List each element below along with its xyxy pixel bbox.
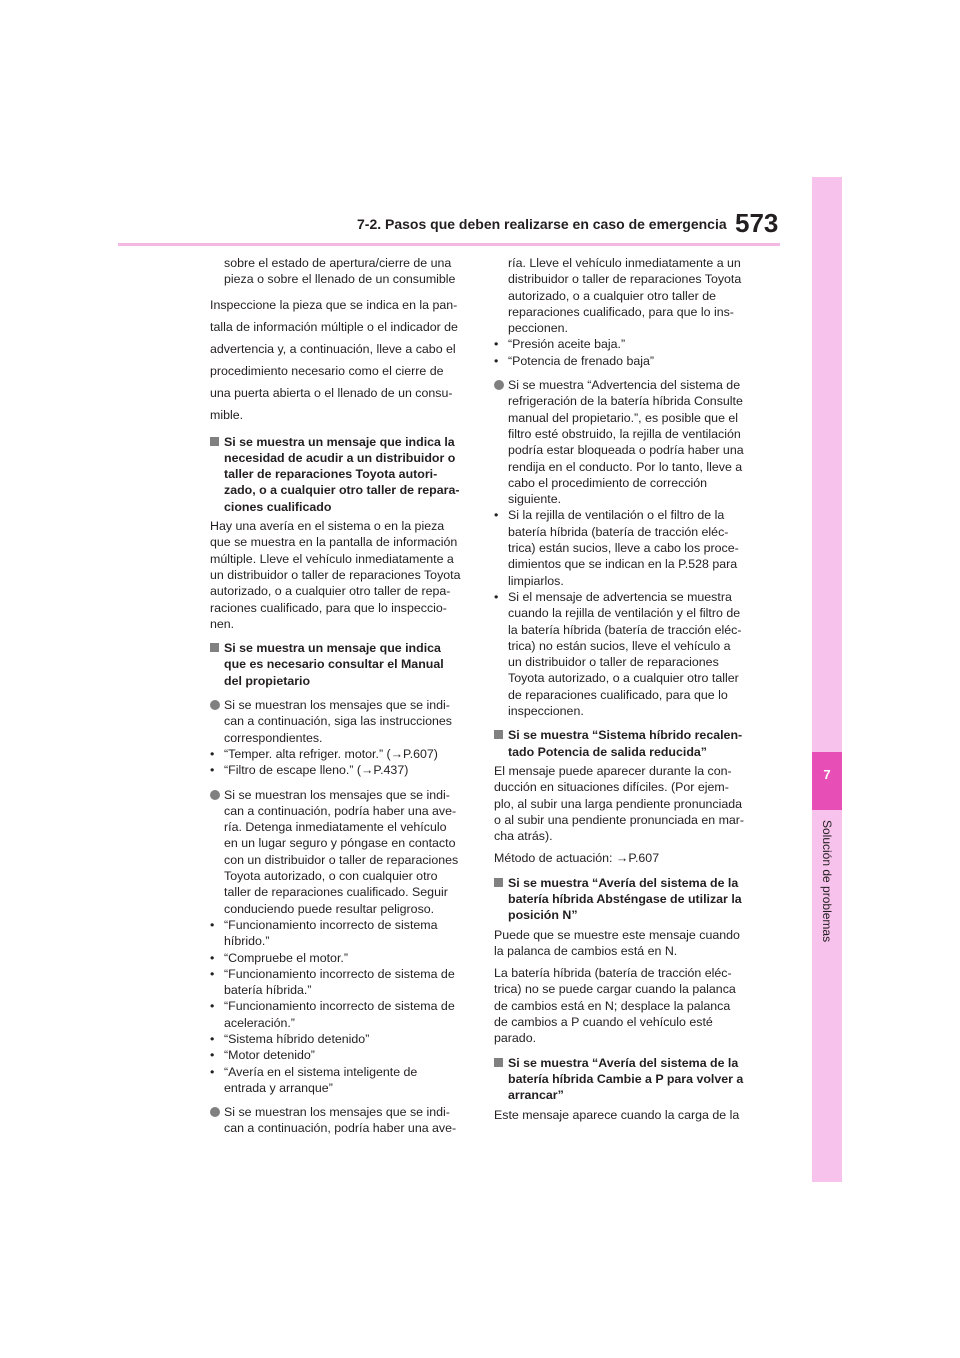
text-line: Toyota autorizado, o con cualquier otro	[224, 869, 438, 884]
bullet-dot-icon: •	[494, 353, 499, 368]
text-line: taller de reparaciones Toyota autori-	[224, 467, 438, 482]
bullet-dot-icon: •	[210, 917, 215, 932]
list-item	[494, 507, 758, 588]
text-line: Si se muestran los mensajes que se indi-	[224, 1105, 450, 1120]
text-line: advertencia y, a continuación, lleve a cabo el	[210, 341, 456, 356]
text-line: Si se muestran los mensajes que se indi-	[224, 698, 450, 713]
text-line: “Potencia de frenado baja”	[508, 353, 655, 368]
section-heading	[494, 1055, 758, 1104]
paragraph	[210, 518, 473, 632]
text-line: un distribuidor o taller de reparaciones	[508, 655, 719, 670]
list-item	[210, 998, 473, 1031]
list-item	[210, 762, 473, 778]
intro-paragraph	[210, 294, 473, 426]
text-line: zado, o a cualquier otro taller de repara-	[224, 483, 460, 498]
text-line: Si se muestra “Avería del sistema de la	[508, 1055, 739, 1070]
text-line: distribuidor o taller de reparaciones Toyota	[508, 272, 742, 287]
text-line: cabo el procedimiento de corrección	[508, 475, 708, 490]
text-line: trica) no se puede cargar cuando la palanca	[494, 982, 736, 997]
text-line: necesidad de acudir a un distribuidor o	[224, 450, 456, 465]
text-line: podría estar bloqueada o podría haber una	[508, 443, 744, 458]
text-line: raciones cualificado, para que lo inspeccio-	[210, 600, 447, 615]
text-line: “Funcionamiento incorrecto de sistema de	[224, 999, 455, 1014]
list-item	[210, 1031, 473, 1047]
bullet-dot-icon: •	[210, 1031, 215, 1046]
text-line: “Motor detenido”	[224, 1048, 315, 1063]
text-line: pieza o sobre el llenado de un consumible	[224, 272, 456, 287]
chapter-label: Solución de problemas	[820, 820, 834, 943]
text-line: que se muestra en la pantalla de información	[210, 535, 458, 550]
text-line: “Funcionamiento incorrecto de sistema de	[224, 966, 455, 981]
text-line: siguiente.	[508, 492, 562, 507]
text-line: con un distribuidor o taller de reparaciones	[224, 852, 459, 867]
text-line: híbrido.”	[224, 934, 270, 949]
text-line: ría. Detenga inmediatamente el vehículo	[224, 820, 447, 835]
text-line: Si se muestra un mensaje que indica	[224, 641, 441, 656]
text-line: “Compruebe el motor.”	[224, 950, 348, 965]
continued-paragraph	[494, 255, 758, 336]
text-line: de reparaciones cualificado, para que lo	[508, 687, 728, 702]
paragraph	[494, 763, 758, 844]
circle-bullet-paragraph	[210, 787, 473, 917]
text-line: Si se muestra “Advertencia del sistema de	[508, 378, 741, 393]
text-line: que es necesario consultar el Manual	[224, 657, 444, 672]
list-item	[494, 336, 758, 352]
text-line: trica) están sucios, lleve a cabo los proce-	[508, 541, 739, 556]
text-line: filtro esté obstruido, la rejilla de ventilación	[508, 426, 741, 441]
text-line: múltiple. Lleve el vehículo inmediatamente a	[210, 551, 454, 566]
text-line: una puerta abierta o el llenado de un consu-	[210, 385, 453, 400]
text-line: La batería híbrida (batería de tracción eléc-	[494, 966, 732, 981]
chapter-number: 7	[823, 767, 831, 782]
text-line: “Avería en el sistema inteligente de	[224, 1064, 418, 1079]
bullet-dot-icon: •	[210, 763, 215, 778]
text-line: entrada y arranque”	[224, 1080, 333, 1095]
text-line: autorizado, o a cualquier otro taller de	[508, 288, 717, 303]
text-line: nen.	[210, 616, 235, 631]
text-line: la palanca de cambios está en N.	[494, 943, 678, 958]
text-line: Si el mensaje de advertencia se muestra	[508, 589, 732, 604]
bullet-dot-icon: •	[210, 950, 215, 965]
text-line: sobre el estado de apertura/cierre de una	[224, 256, 452, 270]
text-line: ducción en situaciones difíciles. (Por ejem-	[494, 780, 729, 795]
circle-bullet-icon	[210, 700, 220, 710]
text-line: dimientos que se indican en la P.528 para	[508, 557, 738, 572]
circle-bullet-icon	[494, 380, 504, 390]
bullet-dot-icon: •	[494, 508, 499, 523]
bullet-dot-icon: •	[210, 746, 215, 761]
text-line: tado Potencia de salida reducida”	[508, 744, 707, 759]
square-bullet-icon	[494, 1058, 503, 1067]
circle-bullet-paragraph	[494, 377, 758, 507]
bullet-dot-icon: •	[210, 999, 215, 1014]
section-heading	[494, 727, 758, 760]
circle-bullet-paragraph	[210, 697, 473, 746]
section-title: 7-2. Pasos que deben realizarse en caso de emergencia	[357, 216, 727, 232]
text-line: “Presión aceite baja.”	[508, 337, 626, 352]
text-line: Toyota autorizado, o a cualquier otro taller	[508, 671, 739, 686]
circle-bullet-paragraph	[210, 1104, 473, 1137]
text-line: refrigeración de la batería híbrida Consulte	[508, 394, 743, 409]
text-line: can a continuación, podría haber una ave-	[224, 803, 457, 818]
bullet-dot-icon: •	[494, 337, 499, 352]
text-line: Hay una avería en el sistema o en la pieza	[210, 519, 445, 534]
circle-bullet-icon	[210, 1107, 220, 1117]
text-line: correspondientes.	[224, 730, 323, 745]
paragraph	[494, 927, 758, 960]
text-line: talla de información múltiple o el indicador de	[210, 319, 458, 334]
text-line: Si se muestra un mensaje que indica la	[224, 434, 455, 449]
bullet-dot-icon: •	[210, 1064, 215, 1079]
paragraph	[494, 1107, 758, 1123]
text-line: Si se muestra “Sistema híbrido recalen-	[508, 728, 743, 743]
text-line: aceleración.”	[224, 1015, 295, 1030]
text-line: Este mensaje aparece cuando la carga de la	[494, 1107, 740, 1122]
paragraph	[494, 965, 758, 1046]
text-line: un distribuidor o taller de reparaciones Toyota	[210, 567, 461, 582]
text-line: ciones cualificado	[224, 499, 332, 514]
text-line: ría. Lleve el vehículo inmediatamente a un	[508, 256, 741, 270]
text-line: El mensaje puede aparecer durante la con-	[494, 763, 732, 778]
text-line: cuando la rejilla de ventilación y el filtro de	[508, 606, 741, 621]
text-line: o al subir una pendiente pronunciada en mar-	[494, 812, 745, 827]
page-number: 573	[735, 208, 779, 238]
text-line: can a continuación, siga las instrucciones	[224, 714, 452, 729]
text-line: batería híbrida.”	[224, 983, 312, 998]
text-line: trica) no están sucios, lleve el vehículo a	[508, 638, 731, 653]
section-heading	[210, 434, 473, 515]
list-item	[210, 746, 473, 762]
text-line: de cambios está en N; desplace la palanca	[494, 998, 731, 1013]
square-bullet-icon	[494, 878, 503, 887]
bullet-dot-icon: •	[210, 1048, 215, 1063]
text-line: inspeccionen.	[508, 704, 584, 719]
list-item	[210, 1064, 473, 1097]
text-line: Si se muestran los mensajes que se indi-	[224, 787, 450, 802]
square-bullet-icon	[494, 730, 503, 739]
list-item	[210, 950, 473, 966]
text-line: Si la rejilla de ventilación o el filtro de la	[508, 508, 725, 523]
list-item	[210, 1047, 473, 1063]
intro-indent	[210, 255, 473, 288]
text-line: parado.	[494, 1031, 537, 1046]
text-line: peccionen.	[508, 321, 568, 336]
text-line: posición N”	[508, 908, 578, 923]
text-line: “Temper. alta refriger. motor.” (→P.607)	[224, 746, 438, 761]
text-line: Si se muestra “Avería del sistema de la	[508, 875, 739, 890]
left-column	[210, 255, 473, 1137]
text-line: “Filtro de escape lleno.” (→P.437)	[224, 763, 409, 778]
text-line: taller de reparaciones cualificado. Seguir	[224, 885, 448, 900]
text-line: rendija en el conducto. Por lo tanto, lleve a	[508, 459, 743, 474]
header-rule	[118, 243, 780, 246]
list-item	[494, 353, 758, 369]
text-line: Puede que se muestre este mensaje cuando	[494, 927, 740, 942]
square-bullet-icon	[210, 437, 219, 446]
text-line: batería híbrida Absténgase de utilizar la	[508, 891, 742, 906]
text-line: Método de actuación: →P.607	[494, 851, 660, 866]
section-heading	[210, 640, 473, 689]
text-line: batería híbrida Cambie a P para volver a	[508, 1071, 744, 1086]
paragraph	[494, 850, 758, 866]
section-heading	[494, 875, 758, 924]
square-bullet-icon	[210, 643, 219, 652]
text-line: arrancar”	[508, 1088, 564, 1103]
list-item	[494, 589, 758, 719]
circle-bullet-icon	[210, 790, 220, 800]
text-line: autorizado, o a cualquier otro taller de repa-	[210, 584, 451, 599]
text-line: Inspeccione la pieza que se indica en la pan-	[210, 297, 458, 312]
list-item	[210, 966, 473, 999]
text-line: la batería híbrida (batería de tracción eléc-	[508, 622, 742, 637]
text-line: manual del propietario.”, es posible que el	[508, 410, 739, 425]
text-line: reparaciones cualificado, para que lo ins-	[508, 304, 734, 319]
text-line: del propietario	[224, 673, 311, 688]
text-line: de cambios a P cuando el vehículo esté	[494, 1015, 713, 1030]
bullet-dot-icon: •	[494, 589, 499, 604]
text-line: plo, al subir una larga pendiente pronunciada	[494, 796, 742, 811]
text-line: conduciendo puede resultar peligroso.	[224, 901, 435, 916]
text-line: en un lugar seguro y póngase en contacto	[224, 836, 456, 851]
text-line: “Funcionamiento incorrecto de sistema	[224, 917, 438, 932]
list-item	[210, 917, 473, 950]
right-column	[494, 255, 758, 1123]
text-line: can a continuación, podría haber una ave-	[224, 1121, 457, 1136]
text-line: limpiarlos.	[508, 573, 564, 588]
bullet-dot-icon: •	[210, 966, 215, 981]
text-line: cha atrás).	[494, 829, 553, 844]
text-line: “Sistema híbrido detenido”	[224, 1031, 370, 1046]
text-line: procedimiento necesario como el cierre de	[210, 363, 444, 378]
text-line: batería híbrida (batería de tracción eléc-	[508, 524, 729, 539]
text-line: mible.	[210, 407, 244, 422]
